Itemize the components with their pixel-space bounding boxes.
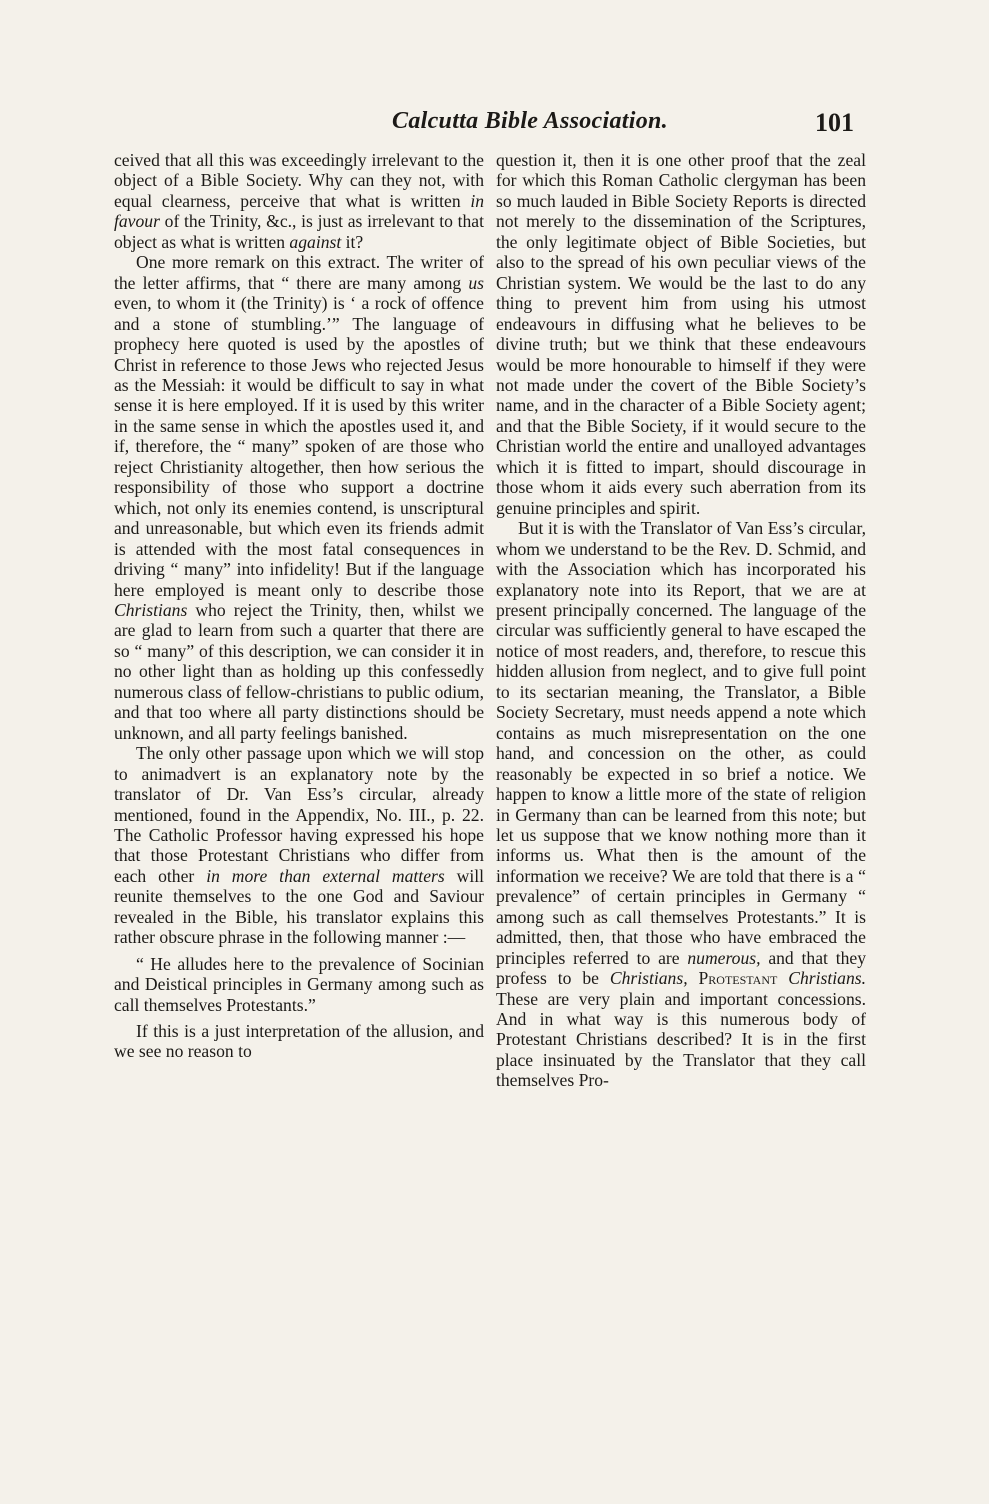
left-column (114, 150, 484, 1062)
italic-text: Christians. (788, 968, 866, 989)
text-run: The only other passage upon which we will stop to animadvert is an explanatory note by the translator of Dr. Van Ess’s circular, already mentioned, found in the Appendix, No. III., p. 22. The Catholic Professor having expressed his hope that those Protestant Christians who differ from each other (114, 743, 484, 886)
block-quote: “ He alludes here to the prevalence of Socinian and Deistical principles in Germany among such as call themselves Protestants.” (114, 953, 484, 1015)
text-run: One more remark on this extract. The writer of the letter affirms, that “ there are many among (114, 252, 484, 293)
italic-text: us (468, 272, 484, 293)
paragraph (114, 150, 484, 252)
italic-text: in more than external matters (206, 865, 445, 886)
paragraph: question it, then it is one other proof that the zeal for which this Roman Catholic clergyman has been so much lauded in Bible Society Reports is directed not merely to the dissemination of the Scriptures, the only legitimate object of Bible Societies, but also to the spread of his own peculiar views of the Christian system. We would be the last to do any thing to prevent him from using his utmost endeavours in diffusing what he believes to be divine truth; but we think that these endeavours would be more honourable to himself if they were not made under the covert of the Bible Society’s name, and in the character of a Bible Society agent; and that the Bible Society, if it would secure to the Christian world the entire and unalloyed advantages which it is fitted to impart, should discourage in those whom it aids every such aberration from its genuine principles and spirit. (496, 150, 866, 518)
paragraph (114, 252, 484, 743)
italic-text: numerous, (687, 947, 761, 968)
text-run: But it is with the Translator of Van Ess’s circular, whom we understand to be the Rev. D. Schmid, and with the Association which has incorporated his explanatory note into its Report, that we are at present principally concerned. The language of the circular was sufficiently general to have escaped the notice of most readers, and, therefore, to rescue this hidden allusion from neglect, and to give full point to its sectarian meaning, the Translator, a Bible Society Secretary, must needs append a note which contains as much misrepresentation on the one hand, and concession on the other, as could reasonably be expected in so brief a notice. We happen to know a little more of the state of religion in Germany than can be learned from this note; but let us suppose that we know nothing more than it informs us. What then is the amount of the information we receive? We are told that there is a “ prevalence” of certain principles in Germany “ among such as call themselves Protestants.” It is admitted, then, that those who have embraced the principles referred to are (496, 518, 866, 968)
text-run: it? (345, 231, 364, 252)
italic-text: against (289, 231, 342, 252)
paragraph: If this is a just interpretation of the allusion, and we see no reason to (114, 1021, 484, 1062)
text-run: will reunite themselves to the one God and Saviour revealed in the Bible, his translator explains this rather obscure phrase in the following manner :— (114, 865, 484, 948)
right-column (496, 150, 866, 1091)
paragraph (114, 743, 484, 948)
text-run: even, to whom it (the Trinity) is ‘ a rock of offence and a stone of stumbling.’” The language of prophecy here quoted is used by the apostles of Christ in reference to those Jews who rejected Jesus as the Messiah: it would be difficult to say in what sense it is here employed. If it is used by this writer in the same sense in which the apostles used it, and if, therefore, the “ many” spoken of are those who reject Christianity altogether, then how serious the responsibility of those who support a doctrine which, not only its enemies contend, is unscriptural and unreasonable, but which even its friends admit is attended with the most fatal consequences in driving “ many” into infidelity! But if the language here employed is meant only to describe those (114, 293, 484, 600)
small-caps-text: Protestant (698, 968, 778, 989)
page-header (0, 108, 989, 144)
text-run: ceived that all this was exceedingly irrelevant to the object of a Bible Society. Why can they not, with equal clearness, perceive that what is written (114, 150, 484, 211)
running-head: Calcutta Bible Association. (392, 108, 668, 134)
italic-text: in favour (114, 190, 485, 232)
text-run: who reject the Trinity, then, whilst we are glad to learn from such a quarter that there are so “ many” of this description, we can consider it in no other light than as holding up this confessedly numerous class of fellow-christians to public odium, and that too where all party distinctions should be unknown, and all party feelings banished. (114, 599, 484, 743)
page-number: 101 (815, 108, 854, 137)
text-run: of the Trinity, &c., is just as irrelevant to that object as what is written (114, 211, 484, 252)
text-run: These are very plain and important concessions. And in what way is this numerous body of Protestant Christians described? It is in the first place insinuated by the Translator that they call themselves Pro- (496, 988, 866, 1091)
paragraph (496, 518, 866, 1091)
text-run: and that they profess to be (496, 947, 866, 989)
italic-text: Christians, (609, 968, 688, 989)
italic-text: Christians (114, 599, 188, 620)
